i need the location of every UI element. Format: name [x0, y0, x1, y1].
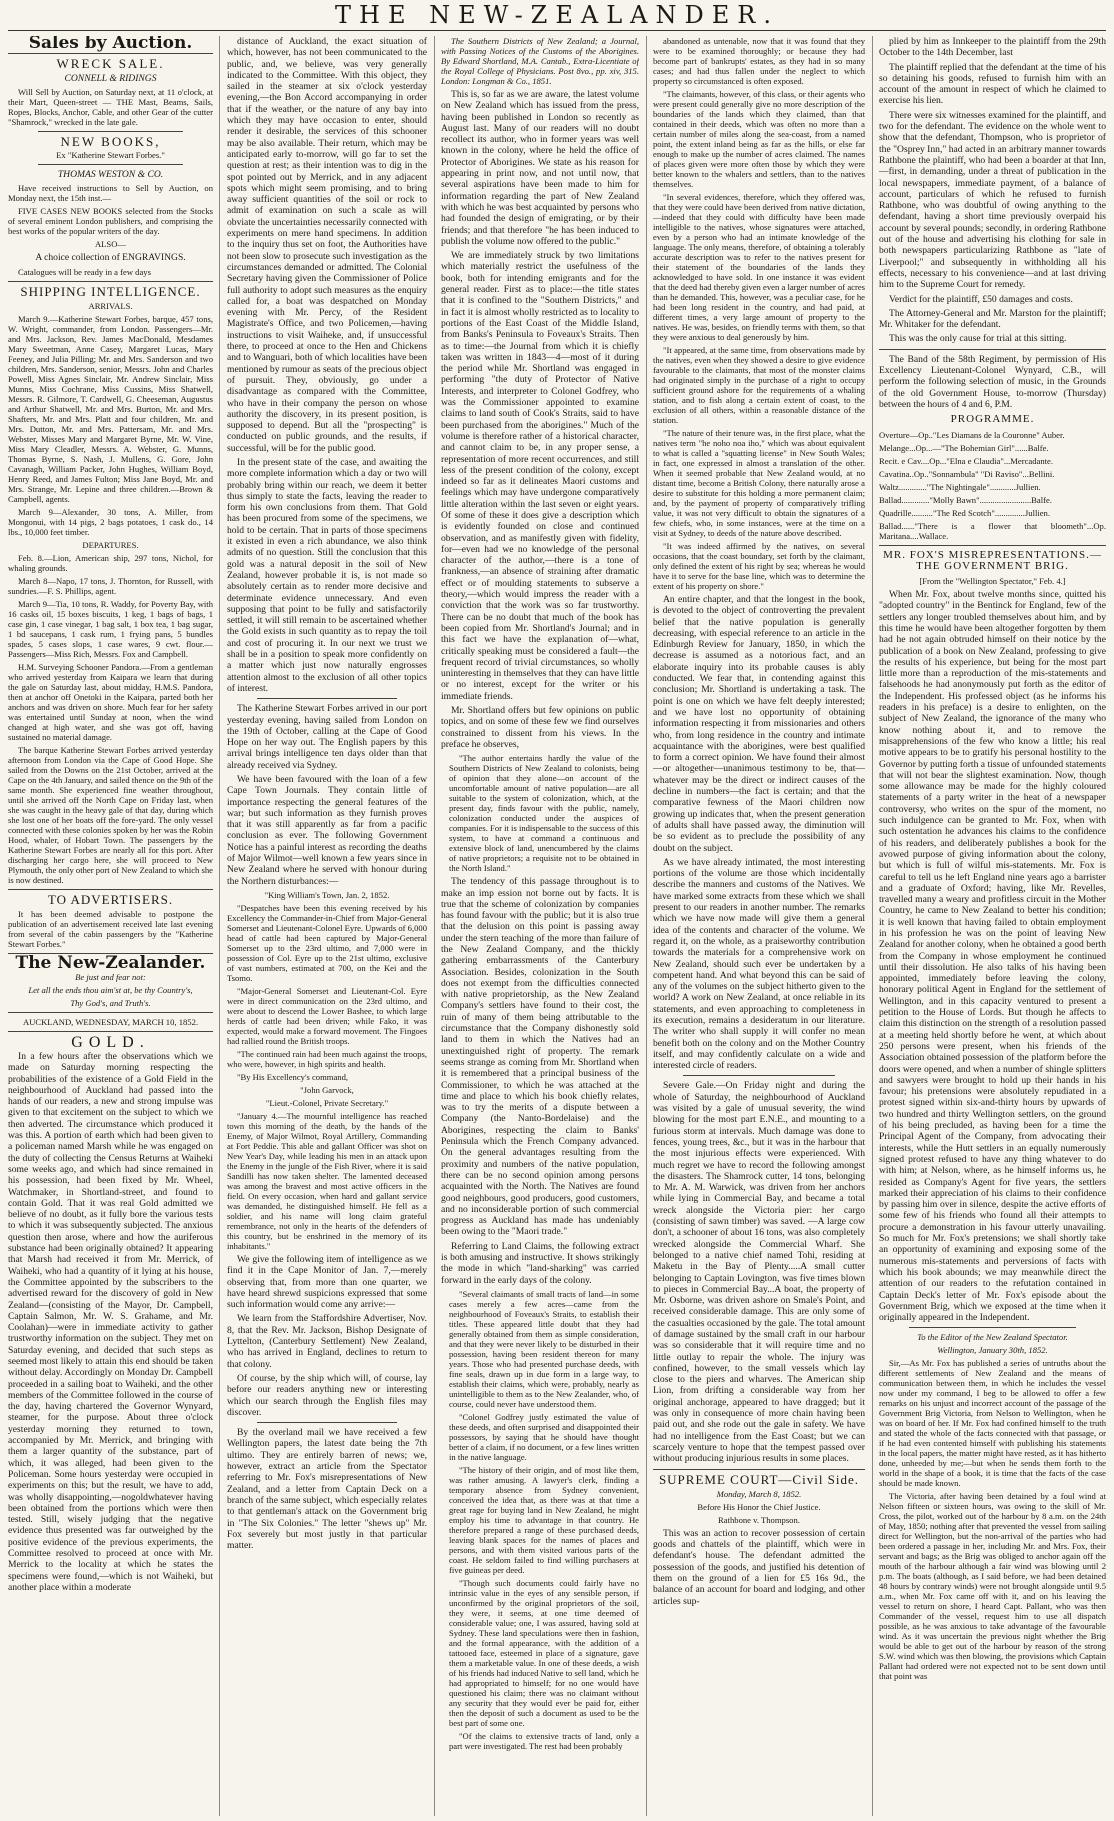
gold-heading: GOLD.	[71, 1033, 150, 1051]
also-label: ALSO—	[94, 239, 127, 250]
review-quote: "It was indeed affirmed by the natives, on several occasions, that the coast boundary, set forth by the claimant, only defined the extent of his right by sea; whereas he would have it to serve for the base line, which was to determine the extent of his property on shore."	[653, 541, 865, 591]
programme-item: Ballad......"There is a flower that bloometh"...Op. Maritana....Wallace.	[879, 520, 1106, 541]
column-4	[653, 36, 865, 1816]
column-1	[8, 36, 213, 1816]
shipping-heading: SHIPPING INTELLIGENCE.	[20, 283, 201, 299]
review-paragraph: Referring to Land Claims, the following extract is both amusing and instructive. It shows strikingly the mode in which "land-sharking" was carried forward in the early days of the colony.	[441, 1240, 639, 1286]
notice-paragraph: "The continued rain had been much against the troops, who were, however, in high spirits and health.	[227, 1048, 427, 1069]
advertisers-text: It has been deemed advisable to postpone the publication of an advertisement received late last evening from several of the cabin passengers by the "Katherine Stewart Forbes."	[8, 909, 213, 950]
gale-article: Severe Gale.—On Friday night and during the whole of Saturday, the neighbourhood of Auckland was visited by a gale of unusual severity, the wind blowing for the most part E.N.E., and mounting to a furious storm at intervals. Much damage was done to fences, young trees, &c., but it was in the harbour that the most injurious effects were experienced. With much regret we have to record the following amongst the disasters. The Shamrock cutter, 14 tons, belonging to Mr. A. M. Warwick, was driven from her anchors while lying in Commercial Bay, and became a total wreck alongside the Victoria pier: her cargo (consisting of sawn timber) was saved. —A large cow don't, a schooner of about 16 tons, was also completely wrecked alongside the Commercial Wharf. She belonged to a native chief named Tohi, residing at Maketu in the Bay of Plenty.....A small cutter belonging to Captain Lovington, was five times blown to pieces in Commercial Bay...A boat, the property of Mr. Osborne, was driven ashore on Smale's Point, and received considerable damage. This are only some of the casualties occasioned by the gale. The total amount of damage sustained by the small craft in our harbour was so considerable that it will require time and no little outlay to repair the whole. The injury was confined, however, to the small vessels which lay close to the piers and wharves. The American ship Lion, from drifting a considerable way from her original anchorage, appeared to have dragged; but it was only in consequence of more chain having been paid out, and she rode out the gale in safety. We have had no intelligence from the East Coast; but we can scarcely venture to hope that the tempest passed over without producing injurious results in some places.	[653, 1080, 865, 1465]
new-books-subheading: Ex "Katherine Stewart Forbes."	[56, 150, 165, 161]
book-review-title: The Southern Districts of New Zealand; a Journal, with Passing Notices of the Customs of the Aborigines. By Edward Shortland, M.A. Cantab., Extra-Licentiate of the Royal College of Physicians. Post 8vo., pp. xiv, 315. London: Longman & Co., 1851.	[441, 36, 639, 86]
news-paragraph: We give the following item of intelligence as we find it in the Cape Monitor of Jan. 7,—merely observing that, from more than one quarter, we have heard shrewd suspicions expressed that some such information would come any arrive:—	[227, 1253, 427, 1311]
notice-heading: "King William's Town, Jan. 2, 1852.	[264, 889, 390, 900]
notice-paragraph: "January 4.—The mournful intelligence has reached town this morning of the death, by the hands of the Enemy, of Major Wilmot, Royal Artillery, Commanding at Fort Peddie. This able and gallant Officer was shot on New Year's Day, while leading his men in an attack upon the Enemy in the jungle of the Fish River, where it is said Sandilli has now taken shelter. The lamented deceased was among the bravest and most active officers in the field. On every occasion, when hard and gallant service was demanded, he distinguished himself. He fell as a soldier, and his name will long claim grateful remembrance, not only in the hearts of the defenders of this country, but be enshrined in the memory of its inhabitants."	[227, 1110, 427, 1251]
letter-body: Sir,—As Mr. Fox has published a series of untruths about the different settlements of New Zealand and the means of communication between them, in which he includes the vessel now under my command, I beg to be allowed to offer a few remarks on his unjust and incorrect account of the passage of the Government Brig Victoria, from Nelson to Wellington, when he was on board of her. If Mr. Fox had confined himself to the truth and stated the whole of the facts connected with that passage, or if he had even contented himself with publishing his statements in the local papers, the matter might have rested, as it has hitherto done, unheeded by me;—but when he sends them forth to the world in the shape of a book, it is time that the facts of the case should be made known.	[879, 1358, 1106, 1489]
notice-paragraph: "Major-General Somerset and Lieutenant-Col. Eyre were in direct communication on the 23rd ultimo, and were about to descend the Lower Bashee, to which large herds of cattle had been driven; while Fako, it was expected, would make a forward movement. The Fingoes had rallied round the British troops.	[227, 985, 427, 1046]
divider	[8, 889, 213, 890]
review-quote: "In several evidences, therefore, which they offered was, that they were could have been derived from native dictation,—indeed that they could with difficulty have been made intelligible to the natives, whose signatures were attached, even by a person who had an intimate knowledge of the language. The only means, therefore, of obtaining a tolerably accurate description was to refer to the natives present for their statement of the boundaries of the lands they acknowledged to have sold. In one instance it was evident that the deed had thereby given even a larger number of acres than he demanded. This, however, was a peculiar case, for he had been long resident in the country, and had paid, at different times, a very large amount of property to the natives. He was, besides, on friendly terms with them, so that they were anxious to deal generously by him.	[653, 192, 865, 342]
wreck-sale-heading: WRECK SALE.	[56, 56, 165, 72]
column-5	[879, 36, 1106, 1816]
new-books-heading: NEW BOOKS,	[60, 133, 161, 149]
divider	[8, 53, 213, 54]
divider	[683, 1075, 835, 1076]
court-judge: Before His Honor the Chief Justice.	[697, 1501, 821, 1512]
review-quote: abandoned as untenable, now that it was found that they were to be examined thoroughly; or because they had become part of bankrupts' estates, as they had in so many cases; and had thus fallen under the neglect to which property so circumstanced is often exposed.	[653, 36, 865, 86]
departure-entry: March 8—Napo, 17 tons, J. Thornton, for Russell, with sundries.—F. S. Phillips, agent.	[8, 576, 213, 597]
review-paragraph: This is, so far as we are aware, the latest volume on New Zealand which has issued from the press, having been published in London so recently as August last. Many of our readers will no doubt recollect its author, who in former years was well known in the colony, where he held the office of Protector of Aborigines. We state as his reason for appearing in print now, and not until now, that several aspirations have been made to him for information regarding the part of New Zealand with which he was best acquainted by persons who had founded the design of emigrating, or by their friends; and that therefore "he has been induced to publish the volume now offered to the public."	[441, 89, 639, 247]
gold-article-continued: distance of Auckland, the exact situation of which, however, has not been communicated to the public, and, we believe, was very generally indicated to the Committee. With this object, they sailed in the steamer at six o'clock yesterday evening,—the Bon Accord accompanying in order that if the weather, or the nature of any bay into which they may have occasion to enter, should render it desirable, the services of this schooner may be also available. Their return, which may be anticipated early to-morrow, will go far to set the question at rest; as their intention was to dig in the spot pointed out by Merrick, and in any adjacent spots which might seem promising, and to bring away sufficient quantities of the soil or rock to admit of examination on such a scale as will obviate the uncertainties necessarily connected with experiments on mere hand specimens. In addition to the inquiry thus set on foot, the Authorities have not been slow to prosecute such investigation as the circumstances demanded or admitted. The Colonial Secretary having given the Commissioner of Police full authority to adopt such measures as the enquiry called for, a boat was despatched on Monday evening with Mr. Percy, of the Resident Magistrate's Office, and two Policemen,—having instructions to visit Waiheke, and, if unsuccessful there, to proceed at once to the Hen and Chickens and to Wanguari, both of which localities have been mentioned by rumour as seats of the precious object of pursuit. They, obviously, go under a disadvantage as compared with the Committee, who have in their company the person on whose authority the discovery, in its present position, is supposed to depend. But all the "prospecting" is conducted on public grounds, and the results, if successful, will be for the public good.	[227, 36, 427, 454]
review-quote: "Though such documents could fairly have no intrinsic value in the eyes of any sensible person, if unconfirmed by the original proprietors of the soil, they were, it seems, at one time deemed of considerable value; one, I was assured, having sold at Sydney. These land speculations were then in fashion, and the formal appearance, with the addition of a tattooed face, esteemed in place of a signature, gave them a marketable value. In one of these deeds, a wish of his friends had induced Native to sell land, which he had appropriated to himself; for no one would have questioned his claim; there was no claimant without any security that they would ever be paid for, either then the deposit of such a document as used to be the best part of some one.	[449, 1577, 639, 1728]
court-report: This was an action to recover possession of certain goods and chattels of the plaintiff, which were in defendant's house. The defendant admitted the possession of the goods, and justified his detention of them on the ground of a lien for £5 16s 9d., the balance of an account for board and lodging, and other articles sup-	[653, 1527, 865, 1607]
review-paragraph: The tendency of this passage throughout is to make an imp ession not borne out by facts. It is true that the scheme of colonization by companies has found favour with the public; but it is also true that the delusion on this point is passing away under the stern teaching of the more than failure of the New Zealand Company, and the thickly gathering embarrassments of the Canterbury Association. Besides, colonization in the South does not exempt from the difficulties connected with native proprietorship, as the New Zealand Company's settlers have found to their cost, the ruin of many of them being attributable to the circumstance that the Company dishonestly sold land to them in which the Natives had an unextinguished right of property. The remark seems strange as coming from Mr. Shortland when it is remembered that a principal business of the Commissioner, to which he was attached at the time and place to which his book chiefly relates, was to try the merits of a dispute between a Company (the Nanto-Bordelaise) and the Aborigines, respecting the claim to Banks' Peninsula which the French Company advanced. On the general advantages resulting from the proximity and numbers of the native population, there can be no second opinion among persons acquainted with the North. The Natives are found good neighbours, good producers, good customers, and no inconsiderable portion of such commercial progress as Auckland has made has undeniably been owing to the "Maori trade."	[441, 876, 639, 1238]
sales-heading: Sales by Auction.	[28, 36, 193, 53]
divider	[653, 1469, 865, 1470]
programme-item: Waltz............."The Nightingale"............Jullien.	[879, 481, 1041, 492]
notice-signature: "Lieut.-Colonel, Private Secretary."	[265, 1097, 389, 1108]
column-rule	[219, 36, 220, 1816]
review-quote: "It appeared, at the same time, from observations made by the natives, even when they showed a desire to give evidence favourable to the claimants, that most of the monster claims had originated simply in the purchase of a right to occupy sufficient ground ashore for the requirements of a whaling station, and to fish along a certain extent of coast, to the exclusion of all others, within a reasonable distance of the station.	[653, 345, 865, 425]
programme-item: Cavatina..Op.."Sonnambula" "Di Raviso"...Bellini.	[879, 468, 1055, 479]
programme-item: Overture—Op.."Les Diamans de la Couronne" Auber.	[879, 429, 1065, 440]
divider	[879, 545, 1106, 546]
court-report-continued: plied by him as Innkeeper to the plaintiff from the 29th October to the 14th December, last	[879, 36, 1106, 59]
arrival-entry: March 9.—Katherine Stewart Forbes, barque, 457 tons, W. Wright, commander, from London. Passengers—Mr. and Mrs. Jackson, Rev. James MacDonald, Mesdames Mary Sweetman, Anne Casey, Margaret Lucas, Mary Feeney, and Julia Pilling; Mr. and Mrs. Sanderson and two children, Mrs. Sanderson, senior, Messrs. John and Charles Powell, Miss Agnes Sinclair, Mr. Andrew Sinclair, Miss Munns, Miss Cochrane, Miss Cussins, Miss Shatwell, Messrs. R. Gilmore, T. Cardwell, G. Cheeseman, Augustus and Arthur Shatwell, Mr. and Mrs. Burton, Mr. and Mrs. Shafters, Mr. and Mrs. Platt and four children, Mr. and Mrs. Dutton, Mr. and Mrs. Pattersam, Mr. and Mrs. Webster, Misses Mary and Margaret Byrne, Mr. W. Vine, Miss Mary Cleadler, Messrs. A. Webster, G. Munns, Thomas Byrne, S. Nash, J. Mullens, G. Gore, John Cavanagh, William Packer, John Hughes, William Boyd, Henry Reed, and James Fulton; Miss Jane Boyd, Mr. and Mrs. Strange, Mr. Lepine and three children.—Brown & Campbell, agents.	[8, 314, 213, 505]
motto-line: Thy God's, and Truth's.	[70, 997, 151, 1008]
band-notice: The Band of the 58th Regiment, by permission of His Excellency Lieutenant-Colonel Wynyard, C.B., will perform the following selection of music, in the Grounds of the old Government House, to-morrow (Thursday) between the hours of 4 and 6, P.M.	[879, 353, 1106, 410]
catalogues-note: Catalogues will be ready in a few days	[18, 266, 151, 277]
review-paragraph: Mr. Shortland offers but few opinions on public topics, and on some of these few we find ourselves constrained to dissent from his views. In the preface he observes,	[441, 705, 639, 750]
pandora-paragraph: H.M. Surveying Schooner Pandora.—From a gentleman who arrived yesterday from Kaipara we learn that during the gale on Saturday last, about midday, H.M.S. Pandora, then at anchor off Onetoki in the Kaipara, parted both her anchors and was driven on shore. Much fear for her safety was entertained until Sunday at noon, when the wind changed at high water, and she was got off, having sustained no material damage.	[8, 662, 213, 743]
court-verdict: Verdict for the plaintiff, £50 damages and costs.	[889, 293, 1073, 305]
news-paragraph: By the overland mail we have received a few Wellington papers, the latest date being the 7th ultimo. They are entirely barren of news; we, however, extract an article from the Spectator referring to Mr. Fox's misrepresentations of New Zealand, and a letter from Captain Deck on a branch of the same subject, which especially relates to that gentleman's attack on the Government brig in "The Six Colonies." The letter "shews up" Mr. Fox severely but most justly in that particular matter.	[227, 1427, 427, 1552]
review-paragraph: As we have already intimated, the most interesting portions of the volume are those which incidentally describe the manners and customs of the Natives. We have marked some extracts from these which we shall present to our readers in another number. The remarks which we have now made will give them a general idea of the contents and character of the volume. We regard it, on the whole, as a praiseworthy contribution towards the materials for a comprehensive work on New Zealand, should such ever be undertaken by a competent hand. And what beyond this can be said of any of the volumes on the subject hitherto given to the world? A work on New Zealand, at once reliable in its statements, and even approaching to completeness in its execution, remains a desideratum in our literature. The writer who shall supply it will confer no mean benefit both on the colony and on the Mother Country itself, and may confidently calculate on a wide and interested circle of readers.	[653, 856, 865, 1072]
programme-item: Recit. e Cav....Op..."Elna e Claudia"...Mercadante.	[879, 455, 1053, 466]
letter-body: The Victoria, after having been detained by a foul wind at Nelson fifteen or sixteen hours, was owing to the skill of Mr. Cross, the pilot, worked out of the harbour by 8 a.m. on the 24th of May, 1850; nothing after that prevented the vessel from sailing direct for Wellington, but the non-arrival of the parties who had been ordered a passage in her, including Mr. and Mrs. Fox, their servant and bags; as the Brig was obliged to anchor again off the mouth of the harbour although a fair wind was blowing until 2 p.m. The boats (although, as I said before, we had been detained 48 hours by contrary winds) were not brought alongside until 9.5 a.m., when Mr. Fox came off with it, and on his leaving the vessel to return on shore, I heard Capt. Pallant, who was then Commander of the vessel, request him to use all dispatch possible, as he was anxious to take advantage of the favourable wind. As it was uncertain the previous night whether the Brig would be able to get out of the harbour by reason of the strong S.W. wind which was then blowing, the provisions which Captain Pallant had ordered were not expected not to be sent down until that point was	[879, 1491, 1106, 1682]
review-paragraph: We are immediately struck by two limitations which materially restrict the usefulness of the book, both for intending emigrants and for the general reader. First as to place:—the title states that it is confined to the "Southern Districts," and in fact it is almost wholly restricted as to locality to portions of the East Coast of the Middle Island, from Banks's Peninsula to Foveaux's Straits. Then as to time:—the Journal from which it is chiefly taken was written in 1843—4—most of it during the period while Mr. Shortland was engaged in performing "the duty of Protector of Native Interests, and interpreter to Colonel Godfrey, who was the Commissioner appointed to examine claims to land south of Cook's Straits, said to have been purchased from the aborigines." Much of the volume is therefore rather of a historical character, and cannot claim to be, in any proper sense, a representation of more recent occurrences, and still less of the present condition of the colony, except indeed so far as it delineates Maori customs and feelings which may have undergone comparatively little alteration within the last seven or eight years. Of some of these it does give a description which is evidently founded on close and continued observation, and as manifestly given with fidelity, for—even had we no knowledge of the personal character of the author,—there is a tone of frankness,—an absence of straining after dramatic effect or of moulding statements to subserve a theory,—which would impress the reader with a conviction that the work was so far trustworthy. There can be no doubt that much of the book has been copied from Mr. Shortland's Journal; and in this fact we have the explanation of—what, critically speaking must be considered a fault—the frequent record of trivial circumstances, so wholly uninteresting in themselves that they can have little or no interest, except for the writer or his immediate friends.	[441, 250, 639, 702]
advertisers-heading: TO ADVERTISERS.	[47, 892, 174, 908]
fox-source: [From the "Wellington Spectator," Feb. 4.]	[919, 576, 1066, 587]
cape-news-paragraph: We have been favoured with the loan of a few Cape Town Journals. They contain little of importance respecting the general features of the war; but such information as they furnish proves that it was still apparently as far from a pacific conclusion as ever. The following Government Notice has a painful interest as recording the deaths of Major Wilmot—well known a few years since in New Zealand where he served with honour during the Northern disturbances:—	[227, 774, 427, 887]
notice-paragraph: "Despatches have been this evening received by his Excellency the Commander-in-Chief from Major-General Somerset and Lieutenant-Colonel Eyre. Upwards of 6,000 head of cattle had been captured by Major-General Somerset up to the 23rd ultimo, and 7,000 were in possession of Col. Eyre up to the 21st ultimo, exclusive of vast numbers, estimated at 700, on the Kei and the Tsomo.	[227, 902, 427, 983]
divider	[8, 1012, 213, 1013]
column-2	[227, 36, 427, 1816]
news-paragraph: We learn from the Staffordshire Advertiser, Nov. 8, that the Rev. Mr. Jackson, Bishop Designate of Lyttelton, (Canterbury Settlement) New Zealand, who has arrived in England, declines to return to that colony.	[227, 1313, 427, 1370]
gold-article-continued: In the present state of the case, and awaiting the more complete information which a day or two will probably bring within our reach, we deem it better thus simply to state the facts, leaving the reader to form his own conclusions from them. That Gold has been procured from some of the specimens, we hold to be certain. That in parts of those specimens it existed in even a rich abundance, we also think admits of no question. Still the conclusion that this gold was a natural deposit in the soil of New Zealand, however probable it is, is not made so absolutely certain as to render more decisive and determinate evidence unnecessary. And even supposing that point to be fully and satisfactorily settled, it will still remain to be ascertained whether the Gold exists in such quantity as to repay the toil and cost of procuring it. In our next we trust we shall be in a position to speak more confidently on a matter which just now naturally engrosses attention almost to the exclusion of all other topics of interest.	[227, 456, 427, 694]
arrivals-label: ARRIVALS.	[88, 301, 133, 312]
programme-heading: PROGRAMME.	[950, 413, 1035, 426]
motto-line: Let all the ends thou aim'st at, be thy Country's,	[28, 984, 193, 995]
divider	[257, 698, 397, 699]
review-quote: "Several claimants of small tracts of land—in some cases merely a few acres—came from the neighbourhood of Foveaux's Straits, to establish their titles. These appeared little doubt that they had generally obtained from them as simple consideration, and that they were never likely to be disturbed in their possession, having been resident thereon for many years. Those who had presented purchase deeds, with fine seals, drawn up in due form in a large way, to establish their claims, which were, probably, nearly as unintelligible to them as to the New Zealander, who, of course, could never have understood them.	[449, 1288, 639, 1409]
court-heading: SUPREME COURT—Civil Side.	[658, 1471, 860, 1487]
programme-item: Quadrille.........."The Red Scotch"..............Jullien.	[879, 507, 1050, 518]
fox-article: When Mr. Fox, about twelve months since, quitted his "adopted country" in the Bentinck for England, few of the settlers any longer troubled themselves about him, and by this time he would have been altogether forgotten by them had he not again obtruded himself on their notice by the publication of a book on New Zealand, professing to give the results of his experience, but being for the most part little more than a reproduction of the mis-statements and falsehoods he had anonymously put forth as the editor of the Independent. His professed object (as he informs his readers in his preface) is a desire to enlighten, on the subject of New Zealand, the ignorance of the many who know nothing about it, and to remove the misapprehensions of the few who know a little; his real motive appears to be to gratify his personal hostility to the Governor by putting forth a tissue of unfounded statements that will not bear the slightest examination. Now, though some allowance may be made for the highly coloured statements of a party writer in the heat of a newspaper controversy, who writes on the spur of the moment, no such indulgence can be granted to Mr. Fox, when with such ostentation he advances his claims to the confidence of his readers, and deliberately publishes a book for the avowed purpose of giving information about the colony, but which is full of wilful mis-statements. Mr. Fox is careful to tell us he left England nine years ago a barrister and a graduate of Oxford; having, like Mr. Revelles, travelled many a weary and profitless circuit in the Mother Country, he came to New Zealand to better his condition; it is well known that having failed to obtain employment in his profession he was on the point of leaving New Zealand for another colony, when he obtained a good berth from the Company in whose employment he continued until their dissolution. He also talks of his having been appointed, immediately before leaving the colony, honorary political Agent in England for the settlement of Wellington, and in this capacity ventured to present a petition to the House of Lords. But though he affects to claim this distinction on the strength of a resolution passed at a meeting held shortly before he went, at which about 250 persons were present, when his friends of the Association obtained possession of the platform before the doors were opened, and when a number of shingle splitters and sawyers were brought to hold up their hands in his favour; his pretensions were absolutely repudiated in a protest signed within six-and-thirty hours by upwards of two hundred and thirty Wellington settlers, on the ground of his being precluded, as having been for a time the Principal Agent of the Company, from advocating their interests, while the Hutt settlers in an equally numerously signed protest refused to have any thing whatever to do with him; at Nelson, where, as he himself informs us, he resided as Company's Agent for five years, the settlers marked their appreciation of his claims to their confidence by passing him over in silence, despite the active efforts of some few of his friends who found all their attempts to procure a demonstration in his favour utterly unavailing. So much for Mr. Fox's pretensions; we shall shortly take an opportunity of examining and exposing some of the numerous mis-statements and perversions of facts with which his book abounds; we may meanwhile direct the attention of our readers to the refutation contained in Captain Deck's letter of Mr. Fox's episode about the Government Brig, which we exposed at the time when it originally appeared in the Independent.	[879, 589, 1106, 1324]
letter-date: Wellington, January 30th, 1852.	[937, 1345, 1048, 1356]
divider	[8, 281, 213, 282]
divider	[257, 1422, 397, 1423]
court-date: Monday, March 8, 1852.	[716, 1488, 802, 1499]
gold-article: In a few hours after the observations which we made on Saturday morning respecting the probabilities of the existence of a Gold Field in the neighbourhood of Auckland had passed into the hands of our readers, a new and strong impulse was given to that excitement on the subject to which we then adverted. The circumstance which produced it was this. A portion of earth which had been given to a policeman named Marsh while he was engaged on the duty of collecting the Census Returns at Waiheki some weeks ago, and which had since remained in his possession, had been fixed by Mr. Wheel, Watchmaker, in Shortland-street, and found to contain Gold. That it was real Gold admitted we believe of no doubt, as it fully bore the various tests to which it was subsequently subjected. The anxious question then arose, where and how the auriferous substance had been originally obtained? It appearing that Marsh had received it from Mr. Merrick, of Waiheki, who had a quantity of it lying at his house, the Committee appointed by the subscribers to the advertised reward for the discovery of gold in New Zealand—(consisting of the Mayor, Dr. Campbell, Captain Salmon, Mr. W. S. Grahame, and Mr. Coolahan)—were in immediate activity to gather trustworthy information on the subject. They met on Saturday evening, and decided that such steps as seemed most likely to attain this end should be taken without delay. Accordingly on Monday Dr. Campbell proceeded in a sailing boat to Waiheki, and the other members of the Committee followed in the course of the day, having chartered the Governor Wynyard, steamer, for the purpose. About three o'clock yesterday morning they returned to town, accompanied by Mr. Merrick, and bringing with them a larger quantity of the substance, part of which, it was alleged, had been given to the Policeman. Some hours yesterday were occupied in experiments on this; but the result, we have to add, was wholly disappointing,—nogoldwhatever having been obtained from the portions which were then tested. Still, wisely judging that the negative evidence thus presented was far outweighed by the positive evidence of the previous experiments, the Committee resolved to proceed at once with Mr. Merrick to the locality at which he states the specimens were found,—which is not Waiheki, but another place within a moderate	[8, 1050, 213, 1593]
divider	[38, 131, 183, 132]
wreck-sale-text: Will Sell by Auction, on Saturday next, at 11 o'clock, at their Mart, Queen-street — THE Mast, Beams, Sails, Ropes, Blocks, Anchor, Cable, and other Gear of the cutter "Shamrock," wrecked in the late gale.	[8, 86, 213, 127]
divider	[879, 349, 1106, 350]
books-text: FIVE CASES NEW BOOKS selected from the Stocks of several eminent London publishers, and comprising the best works of the popular writers of the day.	[8, 206, 213, 237]
divider	[38, 164, 183, 165]
barque-arrival-paragraph: The barque Katherine Stewart Forbes arrived yesterday afternoon from London via the Cape of Good Hope. She sailed from the Downs on the 21st October, arrived at the Cape on the 4th January, and sailed thence on the 9th of the same month. She experienced fine weather throughout, until she arrived off the North Cape on Friday last, when she was caught in the heavy gale of that day, during which she lost one of her boats off the fore-yard. The only vessel connected with these colonies spoken by her was the Robin Hood, whaler, of Hobart Town. The passengers by the Katherine Stewart Forbes are nearly all for this port. After discharging her cargo here, she will proceed to New Plymouth, the only other port of New Zealand to which she is now destined.	[8, 745, 213, 886]
court-case-name: Rathbone v. Thompson.	[718, 1514, 800, 1525]
court-note: This was the only cause for trial at this sitting.	[889, 333, 1067, 345]
programme-item: Melange...Op...—"The Bohemian Girl"......Balfe.	[879, 442, 1049, 453]
ship-news-paragraph: The Katherine Stewart Forbes arrived in our port yesterday evening, having sailed from London on the 19th of October, calling at the Cape of Good Hope on her way out. The English papers by this arrival brings intelligence ten days older than that already received via Sydney.	[227, 703, 427, 771]
news-paragraph: Of course, by the ship which will, of course, lay before our readers anything new or interesting which our search through the English files may discover.	[227, 1372, 427, 1418]
review-quote: "The claimants, however, of this class, or their agents who were present could generally give no more description of the boundaries of the lands which they claimed, than that contained in their deeds, which was often no more than a certain number of miles along the sea-coast, from a named point, the extent inland being as far as the hills, or else far enough to make up the number of acres claimed. The names of places given were more often those by which they were better known to the whalers and settlers, than to the natives themselves.	[653, 89, 865, 189]
departure-entry: March 9—Tia, 10 tons, R. Waddy, for Poverty Bay, with 16 casks oil, 15 boxes biscuits, 1 keg, 1 bags of bags, 1 case gin, 1 case vinegar, 1 bag salt, 1 box tea, 1 bag sugar, 1 bd saucepans, 1 cask rum, 1 frying pans, 5 bundles spades, 5 cases slops, 1 case wares, 9 cwt. flour.—Passengers—Miss Rich, Messrs. Fox and Campbell.	[8, 599, 213, 660]
dateline: AUCKLAND, WEDNESDAY, MARCH 10, 1852.	[22, 1016, 199, 1027]
column-3	[441, 36, 639, 1816]
motto-line: Be just and fear not:	[75, 971, 146, 982]
books-instruction: Have received instructions to Sell by Auction, on Monday next, the 15th inst.—	[8, 183, 213, 204]
engravings-text: A choice collection of ENGRAVINGS.	[35, 252, 186, 264]
departure-entry: Feb. 8.—Lion, American ship, 297 tons, Nichol, for whaling grounds.	[8, 553, 213, 574]
programme-item: Ballad............."Molly Bawn"........................Balfe.	[879, 494, 1052, 505]
court-report-continued: The plaintiff replied that the defendant at the time of his so detaining his goods, refused to furnish him with an account of the amount in respect of which he claimed to exercise his lien.	[879, 61, 1106, 107]
divider	[8, 1031, 213, 1032]
fox-subheading: THE GOVERNMENT BRIG.	[916, 559, 1069, 572]
masthead: THE NEW-ZEALANDER.	[335, 1, 779, 29]
review-paragraph: An entire chapter, and that the longest in the book, is devoted to the object of controverting the prevalent belief that the native population is generally decreasing, with especial reference to an article in the Edinburgh Review for January, 1850, in which the decrease is assumed as a notorious fact, and an elaborate inquiry into its probable causes is ably conducted. We fear that, in contending against this conclusion; Mr. Shortland is undertaking a task. The point is one on which we have felt deeply interested; and we have lost no opportunity of obtaining information respecting it from missionaries and others who, from long residence in the country and intimate acquaintance with the aborigines, were best qualified to form a correct opinion. We have found their almost—or altogether—unanimous testimony to be, that—whatever may be the direct or indirect causes of the decline in numbers—the fact is certain; and that the comparative fewness of the Maori children now growing up indicates that, when the present generation of adults shall have passed away, the diminution will be so evident as to preclude the possibility of any doubt on the subject.	[653, 594, 865, 854]
masthead-rule	[8, 30, 1106, 31]
court-counsel: The Attorney-General and Mr. Marston for the plaintiff; Mr. Whitaker for the defendant.	[879, 307, 1106, 331]
divider	[909, 1327, 1076, 1328]
arrival-entry: March 9—Alexander, 30 tons, A. Miller, from Mongonui, with 14 pigs, 2 bags potatoes, 1 cask do., 14 lbs., 10,000 feet timber.	[8, 507, 213, 538]
auctioneer-name: THOMAS WESTON & CO.	[57, 169, 164, 181]
auctioneer-name: CONNELL & RIDINGS	[64, 72, 157, 84]
column-rule	[434, 36, 435, 1816]
notice-command: "By His Excellency's command,	[237, 1071, 349, 1082]
departures-label: DEPARTURES.	[82, 540, 139, 551]
fox-heading: MR. FOX'S MISREPRESENTATIONS.—	[883, 548, 1102, 561]
nameplate: The New-Zealander.	[15, 953, 206, 974]
letter-addressee: To the Editor of the New Zealand Spectator.	[917, 1332, 1068, 1343]
review-quote: "Colonel Godfrey justly estimated the value of these deeds, and often surprised and disappointed their possessors, by saying that he should have thought better of a claim, if no document, or a few lines written in the native language.	[449, 1411, 639, 1462]
review-quote: "The nature of their tenure was, in the first place, what the natives term "he noho noa iho," which was about equivalent to what is called a "squatting license" in New South Wales; in fact, one expressed in almost a translation of the other. When it seemed probable that New Zealand would, at no distant time, become a British Colony, there naturally arose a desire to substitute for this holding a more permanent claim; and, by the payment of property of comparatively trifling value, it was not very difficult to obtain the signatures of a few chiefs, who, in some instances, were at the time on a visit at Sydney, to deeds of the nature above described.	[653, 428, 865, 538]
column-rule	[872, 36, 873, 1816]
column-rule	[646, 36, 647, 1816]
review-quote: "The author entertains hardly the value of the Southern Districts of New Zealand to colonists, being of opinion that they alone—on account of the uncomfortable amount of native population—are all suitable to the system of colonization, which, at the present day, finds favour with the public, namely, colonization conducted under the auspices of companies. For it is indispensable to the success of this system, to have at command a continuous and extensive block of land, unencumbered by the claims of native proprietors; a requisite not to be obtained in the North Island."	[449, 753, 639, 874]
notice-signature: "John Garvock,	[300, 1084, 354, 1095]
review-quote: "Of the claims to extensive tracts of land, only a part were investigated. The rest had been probably	[449, 1730, 639, 1751]
court-report-continued: There were six witnesses examined for the plaintiff, and two for the defendant. The evidence on the whole went to show that the defendant, Thompson, who is proprietor of the "Osprey Inn," had acted in an arbitrary manner towards Rathbone the plaintiff, who had been a boarder at that Inn,—first, in demanding, under a threat of publication in the local newspapers, immediate payment, of a balance of account, particulars of which he refused to furnish Rathbone, who was doubtful of owing anything to the defendant, having a short time previously overpaid his account by several pounds; secondly, in ordering Rathbone out of the house and advertising his clothing for sale in both newspapers particularizing Rathbone as "late of Liverpool;" and subsequently in withholding all his effects, necessary to his convenience—and at last driving him to the Supreme Court for remedy.	[879, 109, 1106, 291]
review-quote: "The history of their origin, and of most like them, was rather amusing. A lawyer's clerk, finding a temporary absence from Sydney convenient, conceived the idea that, as there was at that time a great rage for buying land in New Zealand, he might employ his time to advantage in that country. He therefore prepared a range of these purchased deeds, leaving blank spaces for the names of places and persons, and with them visited various parts of the coast. He seldom failed to find willing purchasers at five guineas per deed.	[449, 1464, 639, 1575]
